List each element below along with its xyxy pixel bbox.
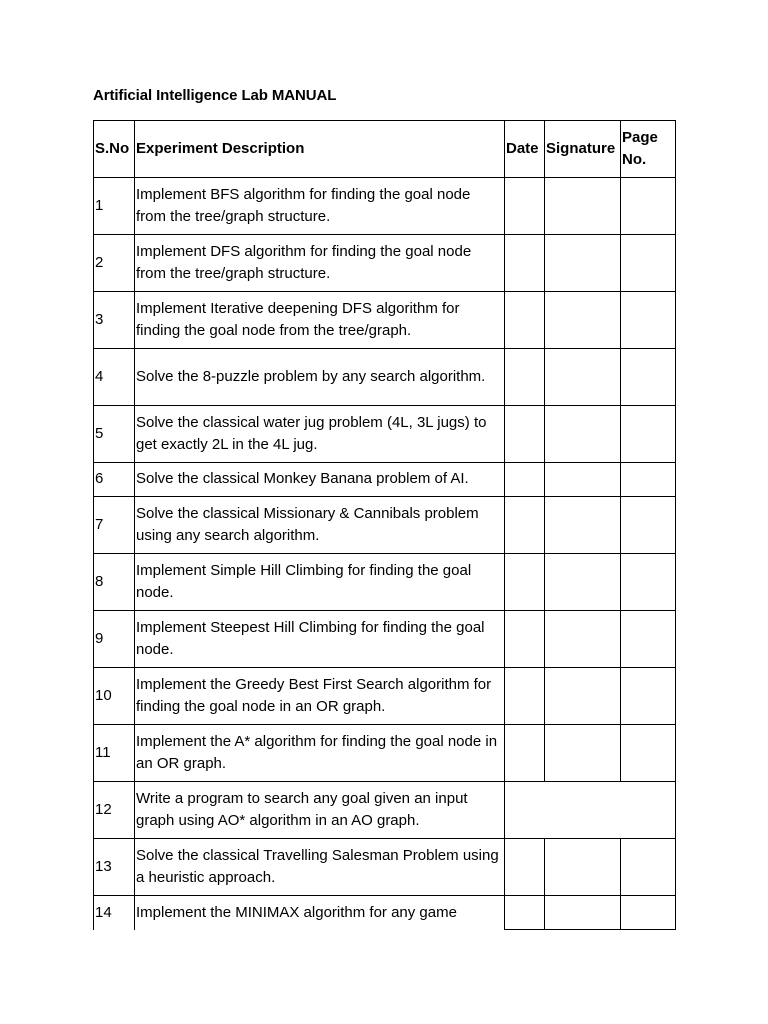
row-description: Implement Steepest Hill Climbing for finding the goal node.	[135, 611, 505, 668]
row-description: Implement Iterative deepening DFS algorithm for finding the goal node from the tree/graph.	[135, 292, 505, 349]
row-description: Implement Simple Hill Climbing for finding the goal node.	[135, 554, 505, 611]
page-no-cell	[621, 725, 676, 782]
header-sno: S.No	[94, 121, 135, 178]
table-row	[94, 725, 676, 782]
page-no-cell	[621, 554, 676, 611]
row-description: Solve the 8-puzzle problem by any search algorithm.	[135, 349, 505, 406]
table-row	[94, 497, 676, 554]
signature-cell	[545, 896, 621, 930]
table-row	[94, 611, 676, 668]
row-sno: 9	[94, 611, 135, 668]
row-description: Solve the classical water jug problem (4L, 3L jugs) to get exactly 2L in the 4L jug.	[135, 406, 505, 463]
date-cell	[505, 554, 545, 611]
header-signature: Signature	[545, 121, 621, 178]
signature-cell	[545, 463, 621, 497]
table-row	[94, 349, 676, 406]
page-no-cell	[621, 406, 676, 463]
row-description: Implement the MINIMAX algorithm for any game	[135, 896, 505, 930]
row-sno: 12	[94, 782, 135, 839]
row-sno: 2	[94, 235, 135, 292]
signature-cell	[545, 497, 621, 554]
signature-cell	[545, 406, 621, 463]
merged-blank-cell	[505, 782, 676, 839]
row-sno: 13	[94, 839, 135, 896]
page-no-cell	[621, 668, 676, 725]
page-no-cell	[621, 235, 676, 292]
row-sno: 11	[94, 725, 135, 782]
table-row	[94, 235, 676, 292]
table-row	[94, 839, 676, 896]
row-sno: 7	[94, 497, 135, 554]
row-sno: 6	[94, 463, 135, 497]
table-row	[94, 668, 676, 725]
signature-cell	[545, 611, 621, 668]
page-no-cell	[621, 896, 676, 930]
header-date: Date	[505, 121, 545, 178]
page-no-cell	[621, 611, 676, 668]
row-sno: 5	[94, 406, 135, 463]
date-cell	[505, 725, 545, 782]
row-sno: 3	[94, 292, 135, 349]
date-cell	[505, 839, 545, 896]
experiments-table	[93, 120, 676, 930]
table-row	[94, 463, 676, 497]
date-cell	[505, 896, 545, 930]
signature-cell	[545, 235, 621, 292]
table-row	[94, 178, 676, 235]
row-description: Implement the Greedy Best First Search algorithm for finding the goal node in an OR graph.	[135, 668, 505, 725]
row-description: Implement the A* algorithm for finding the goal node in an OR graph.	[135, 725, 505, 782]
page-no-cell	[621, 463, 676, 497]
row-description: Solve the classical Missionary & Cannibals problem using any search algorithm.	[135, 497, 505, 554]
document-title: Artificial Intelligence Lab MANUAL	[93, 87, 337, 104]
date-cell	[505, 292, 545, 349]
signature-cell	[545, 349, 621, 406]
signature-cell	[545, 178, 621, 235]
table-row	[94, 406, 676, 463]
row-description: Implement BFS algorithm for finding the goal node from the tree/graph structure.	[135, 178, 505, 235]
date-cell	[505, 497, 545, 554]
row-description: Solve the classical Travelling Salesman Problem using a heuristic approach.	[135, 839, 505, 896]
date-cell	[505, 668, 545, 725]
date-cell	[505, 349, 545, 406]
date-cell	[505, 611, 545, 668]
header-page-no: Page No.	[621, 121, 676, 178]
date-cell	[505, 463, 545, 497]
table-row	[94, 782, 676, 839]
table-row	[94, 292, 676, 349]
signature-cell	[545, 554, 621, 611]
signature-cell	[545, 725, 621, 782]
row-description: Implement DFS algorithm for finding the goal node from the tree/graph structure.	[135, 235, 505, 292]
page-no-cell	[621, 178, 676, 235]
header-description: Experiment Description	[135, 121, 505, 178]
row-description: Solve the classical Monkey Banana problem of AI.	[135, 463, 505, 497]
row-sno: 4	[94, 349, 135, 406]
row-sno: 10	[94, 668, 135, 725]
date-cell	[505, 235, 545, 292]
page-no-cell	[621, 349, 676, 406]
signature-cell	[545, 668, 621, 725]
row-sno: 1	[94, 178, 135, 235]
page-no-cell	[621, 292, 676, 349]
date-cell	[505, 178, 545, 235]
signature-cell	[545, 839, 621, 896]
date-cell	[505, 406, 545, 463]
row-sno: 14	[94, 896, 135, 930]
table-row	[94, 554, 676, 611]
row-sno: 8	[94, 554, 135, 611]
table-header-row	[94, 121, 676, 178]
page-no-cell	[621, 497, 676, 554]
signature-cell	[545, 292, 621, 349]
page-no-cell	[621, 839, 676, 896]
table-row	[94, 896, 676, 930]
row-description: Write a program to search any goal given an input graph using AO* algorithm in an AO graph.	[135, 782, 505, 839]
